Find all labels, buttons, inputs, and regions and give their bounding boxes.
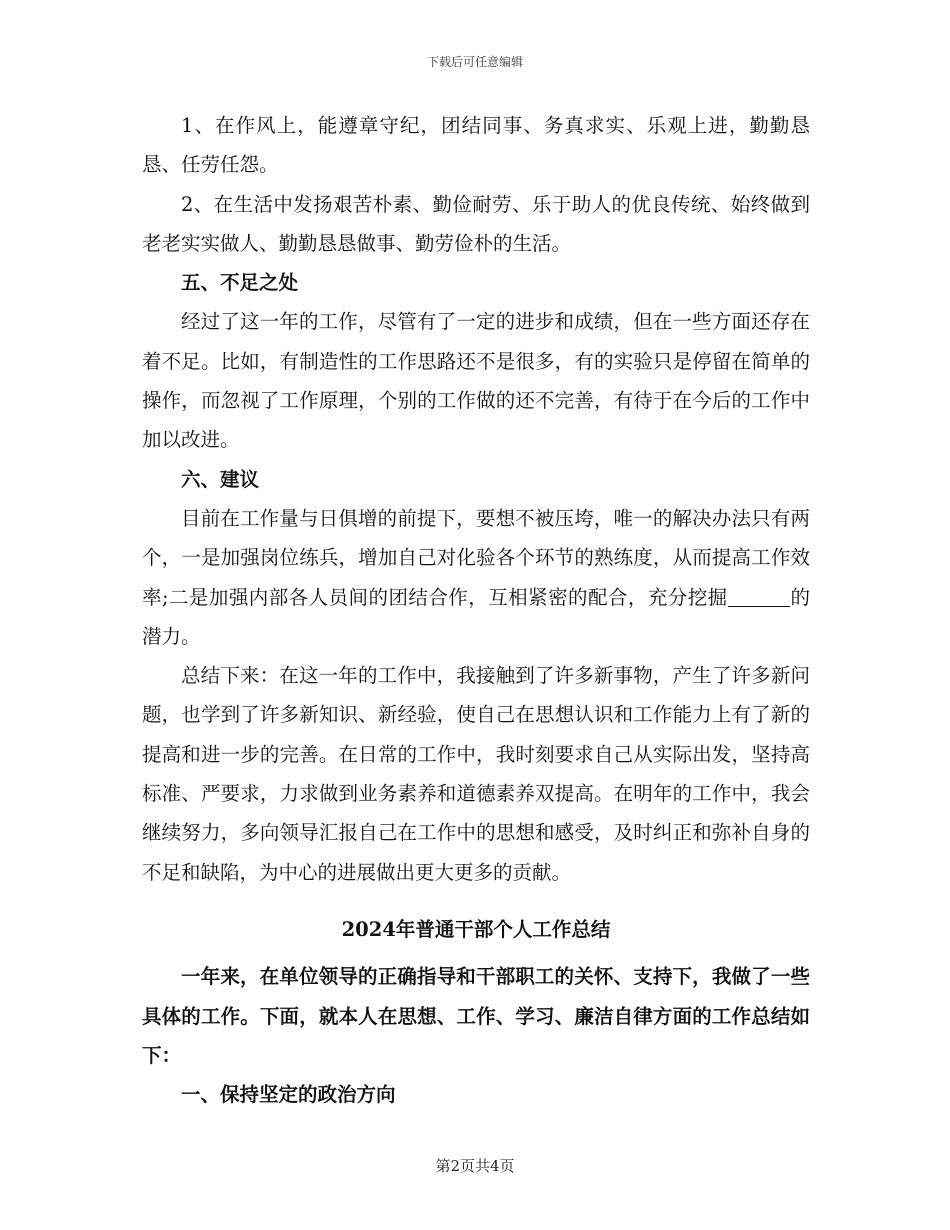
suggestions-text-start: 目前在工作量与日俱增的前提下，要想不被压垮，唯一的解决办法只有两个，一是加强岗位练兵，增加自己对化验各个环节的熟练度，从而提高工作效率;二是加强内部各人员间的团结合作，互相紧密的配合，充分挖掘	[142, 506, 810, 609]
suggestions-text-end: 的潜力。	[142, 585, 810, 648]
paragraph-summary: 总结下来：在这一年的工作中，我接触到了许多新事物，产生了许多新问题，也学到了许多新知识、新经验，使自己在思想认识和工作能力上有了新的提高和进一步的完善。在日常的工作中，我时刻要求自己从实际出发，坚持高标准、严要求，力求做到业务素养和道德素养双提高。在明年的工作中，我会继续努力，多向领导汇报自己在工作中的思想和感受，及时纠正和弥补自身的不足和缺陷，为中心的进展做出更大更多的贡献。	[142, 664, 810, 884]
fill-in-blank	[728, 586, 790, 607]
paragraph-life: 2、在生活中发扬艰苦朴素、勤俭耐劳、乐于助人的优良传统、始终做到老老实实做人、勤勤恳恳做事、勤劳俭朴的生活。	[142, 192, 810, 255]
document-title: 2024年普通干部个人工作总结	[341, 917, 611, 941]
heading-shortcomings: 五、不足之处	[181, 271, 299, 295]
paragraph-suggestions	[142, 499, 810, 656]
page-header: 下载后可任意编辑	[426, 55, 523, 69]
heading-political-direction: 一、保持坚定的政治方向	[181, 1083, 396, 1107]
paragraph-intro: 一年来，在单位领导的正确指导和干部职工的关怀、支持下，我做了一些具体的工作。下面，就本人在思想、工作、学习、廉洁自律方面的工作总结如下：	[142, 965, 810, 1067]
paragraph-work-style: 1、在作风上，能遵章守纪，团结同事、务真求实、乐观上进，勤勤恳恳、任劳任怨。	[142, 114, 810, 177]
page-number: 第2页共4页	[435, 1157, 515, 1175]
document-body	[142, 106, 810, 1114]
paragraph-shortcomings: 经过了这一年的工作，尽管有了一定的进步和成绩，但在一些方面还存在着不足。比如，有制造性的工作思路还不是很多，有的实验只是停留在简单的操作，而忽视了工作原理，个别的工作做的还不完善，有待于在今后的工作中加以改进。	[142, 310, 810, 452]
heading-suggestions: 六、建议	[181, 467, 260, 491]
